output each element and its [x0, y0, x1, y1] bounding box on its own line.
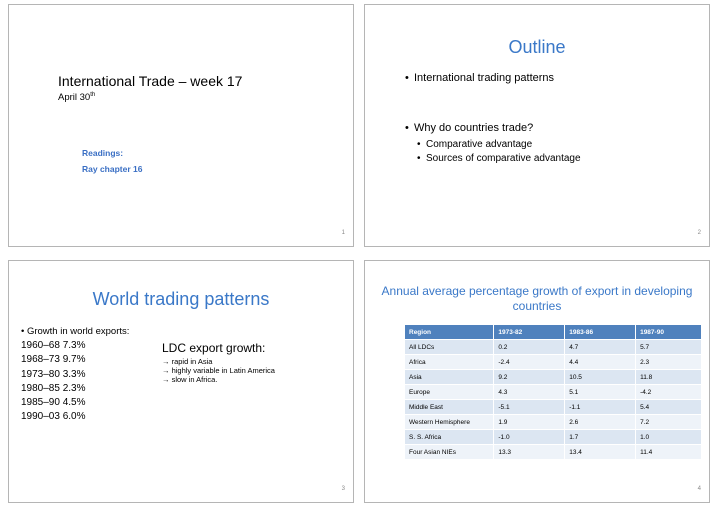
slide-title: Annual average percentage growth of export in developing countries: [381, 284, 693, 313]
page-number: 1: [341, 230, 345, 236]
table-cell: 0.2: [494, 340, 565, 355]
ldc-item: → slow in Africa.: [162, 375, 218, 384]
table-cell: 1.9: [494, 415, 565, 430]
period-item: 1990–03 6.0%: [21, 411, 86, 423]
slide-title: World trading patterns: [92, 289, 270, 309]
table-cell: Four Asian NIEs: [405, 445, 494, 460]
table-cell: -1.1: [565, 400, 636, 415]
date-text: April 30: [58, 92, 91, 104]
table-cell: 2.3: [636, 355, 702, 370]
slide-3: [8, 260, 354, 503]
bullet-list: [405, 72, 554, 84]
ldc-export-growth: [162, 341, 275, 384]
table-cell: Europe: [405, 385, 494, 400]
table-cell: 1.0: [636, 430, 702, 445]
table-cell: Middle East: [405, 400, 494, 415]
table-cell: 5.4: [636, 400, 702, 415]
page-number: 4: [697, 486, 701, 492]
bullet-list: [405, 122, 533, 134]
slide-title: Outline: [508, 37, 566, 57]
column-header: Region: [405, 325, 494, 340]
period-item: 1980–85 2.3%: [21, 382, 86, 394]
table-row: [405, 355, 702, 370]
bullet-item: • Why do countries trade?: [405, 122, 533, 134]
table-cell: 1.7: [565, 430, 636, 445]
period-item: 1973–80 3.3%: [21, 368, 86, 380]
readings-text: Ray chapter 16: [82, 164, 143, 174]
table-cell: 9.2: [494, 370, 565, 385]
table-cell: 4.7: [565, 340, 636, 355]
table-cell: 13.3: [494, 445, 565, 460]
slide-1: [8, 4, 354, 247]
table-cell: 10.5: [565, 370, 636, 385]
slide-title: International Trade – week 17: [58, 73, 243, 89]
column-header: 1987-90: [636, 325, 702, 340]
world-export-growth: [21, 325, 129, 424]
table-row: [405, 340, 702, 355]
sub-bullet-list: [417, 138, 581, 166]
table-row: [405, 445, 702, 460]
page-number: 3: [341, 486, 345, 492]
table-header-row: [405, 325, 702, 340]
table-cell: -4.2: [636, 385, 702, 400]
slide-2: [364, 4, 710, 247]
export-growth-table: [405, 325, 702, 459]
date-suffix: th: [90, 92, 96, 98]
table-cell: 2.6: [565, 415, 636, 430]
table-cell: Western Hemisphere: [405, 415, 494, 430]
table-row: [405, 415, 702, 430]
slide-date: [58, 92, 95, 103]
table-cell: 7.2: [636, 415, 702, 430]
table-cell: Africa: [405, 355, 494, 370]
ldc-header: LDC export growth:: [162, 341, 266, 355]
table-cell: 4.3: [494, 385, 565, 400]
table-cell: -1.0: [494, 430, 565, 445]
sub-bullet-item: • Comparative advantage: [417, 138, 581, 152]
ldc-items: [162, 357, 275, 384]
table-cell: S. S. Africa: [405, 430, 494, 445]
bullet-item: • International trading patterns: [405, 72, 554, 84]
table-cell: -2.4: [494, 355, 565, 370]
table-cell: 4.4: [565, 355, 636, 370]
ldc-item: → rapid in Asia: [162, 357, 213, 366]
readings-block: [82, 145, 142, 177]
column-header: 1973-82: [494, 325, 565, 340]
column-header: 1983-86: [565, 325, 636, 340]
slide-4: [364, 260, 710, 503]
table-cell: 13.4: [565, 445, 636, 460]
table-row: [405, 430, 702, 445]
ldc-item: → highly variable in Latin America: [162, 366, 275, 375]
page-number: 2: [697, 230, 701, 236]
table-row: [405, 370, 702, 385]
table-cell: 5.1: [565, 385, 636, 400]
growth-lead: • Growth in world exports:: [21, 326, 130, 337]
period-item: 1968–73 9.7%: [21, 354, 86, 366]
table-cell: Asia: [405, 370, 494, 385]
table-cell: 11.8: [636, 370, 702, 385]
sub-bullet-item: • Sources of comparative advantage: [417, 152, 581, 166]
period-item: 1985–90 4.5%: [21, 397, 86, 409]
table-row: [405, 400, 702, 415]
table-cell: -5.1: [494, 400, 565, 415]
readings-label: Readings:: [82, 148, 124, 158]
table-row: [405, 385, 702, 400]
period-item: 1960–68 7.3%: [21, 340, 86, 352]
table-cell: 11.4: [636, 445, 702, 460]
table-cell: All LDCs: [405, 340, 494, 355]
table-cell: 5.7: [636, 340, 702, 355]
